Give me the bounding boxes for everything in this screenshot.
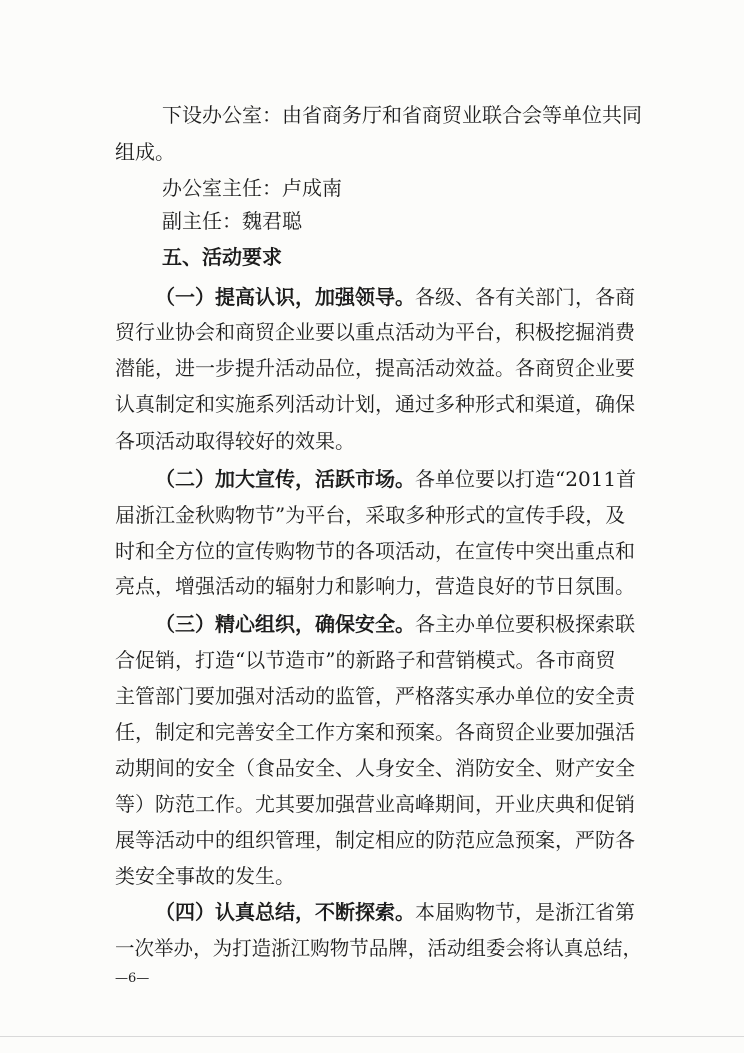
paragraph-4-first-line <box>155 902 635 922</box>
paragraph-4-title: （四）认真总结，不断探索。 <box>155 900 415 924</box>
paragraph-2-title: （二）加大宣传，活跃市场。 <box>155 467 415 491</box>
paragraph-1-line: 潜能，进一步提升活动品位，提高活动效益。各商贸企业要 <box>115 356 635 380</box>
paragraph-2-line: 亮点，增强活动的辐射力和影响力，营造良好的节日氛围。 <box>115 574 635 598</box>
paragraph-3-line: 任，制定和完善安全工作方案和预案。各商贸企业要加强活 <box>115 720 635 744</box>
paragraph-3-title: （三）精心组织，确保安全。 <box>155 612 415 636</box>
paragraph-3-line: 展等活动中的组织管理，制定相应的防范应急预案，严防各 <box>115 828 635 852</box>
paragraph-2-line: 时和全方位的宣传购物节的各项活动，在宣传中突出重点和 <box>115 539 635 563</box>
paragraph-3-line: 等）防范工作。尤其要加强营业高峰期间，开业庆典和促销 <box>115 792 635 816</box>
paragraph-3-first-line <box>155 614 635 634</box>
paragraph-1-line: 贸行业协会和商贸企业要以重点活动为平台，积极挖掘消费 <box>115 320 635 344</box>
paragraph-3-line: 主管部门要加强对活动的监管，严格落实承办单位的安全责 <box>115 684 635 708</box>
paragraph-2-line: 届浙江金秋购物节”为平台，采取多种形式的宣传手段，及 <box>115 503 626 527</box>
paragraph-1-first-line <box>155 287 635 307</box>
paragraph-1-title: （一）提高认识，加强领导。 <box>155 285 415 309</box>
office-intro-line: 下 设 办 公 室 ： 由 省 商 务 厅 和 省 商 贸 业 联 合 会 等 单 位 共 同 <box>162 103 642 127</box>
paragraph-1-line: 认真制定和实施系列活动计划，通过多种形式和渠道，确保 <box>115 392 635 416</box>
paragraph-1-line: 各项活动取得较好的效果。 <box>115 429 355 453</box>
page-edge-divider <box>0 1036 744 1037</box>
paragraph-3-line: 类安全事故的发生。 <box>115 864 295 888</box>
page-number: —6— <box>115 971 150 986</box>
office-deputy: 副主任：魏君聪 <box>162 209 302 233</box>
office-director: 办公室主任：卢成南 <box>162 176 342 200</box>
paragraph-3-text: 各主办单位要积极探索联 <box>415 612 635 636</box>
paragraph-1-text: 各级、各有关部门，各商 <box>415 285 635 309</box>
office-intro-line: 组成。 <box>115 140 175 164</box>
paragraph-4-text: 本届购物节，是浙江省第 <box>415 900 635 924</box>
paragraph-2-text: 各单位要以打造“2011首 <box>415 467 637 491</box>
paragraph-4-line: 一次举办，为打造浙江购物节品牌，活动组委会将认真总结， <box>115 936 642 960</box>
paragraph-3-line: 合促销，打造“以节造市”的新路子和营销模式。各市商贸 <box>115 648 616 672</box>
paragraph-2-first-line <box>155 469 636 489</box>
paragraph-3-line: 动期间的安全（食品安全、人身安全、消防安全、财产安全 <box>115 756 635 780</box>
section-heading: 五、活动要求 <box>162 245 282 269</box>
